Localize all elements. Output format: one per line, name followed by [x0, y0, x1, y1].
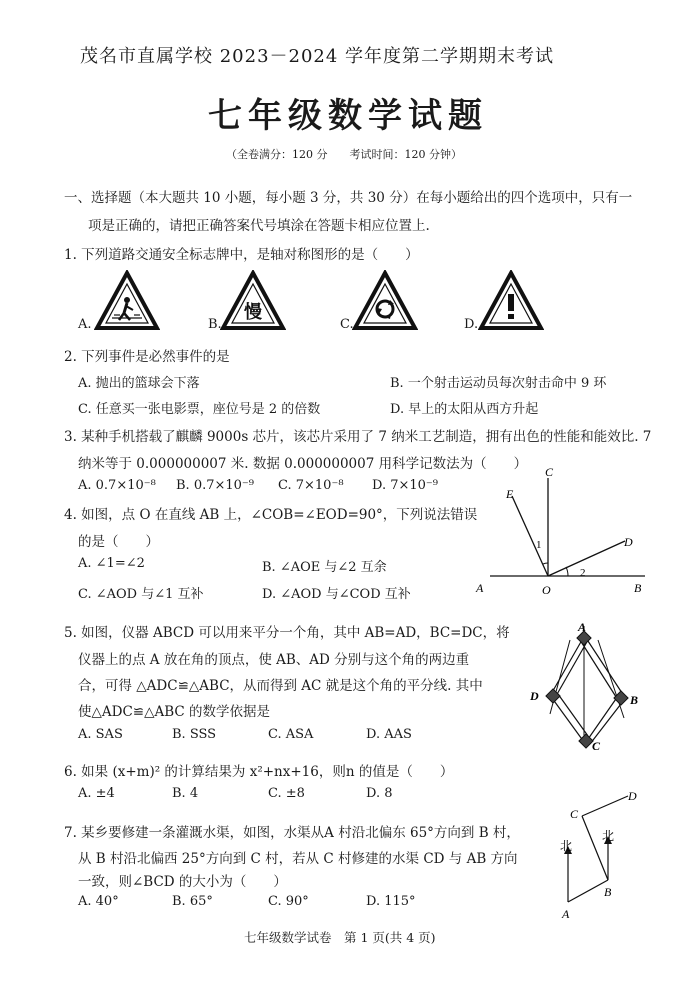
q1-option-c: C. — [340, 317, 354, 332]
q4-label-o: O — [542, 583, 551, 597]
q7-label-north-a: 北 — [560, 839, 573, 853]
q7-line3: 一致，则∠BCD 的大小为（ ） — [78, 874, 287, 890]
q4-line2: 的是（ ） — [78, 534, 159, 550]
q2-option-b: B. 一个射击运动员每次射击命中 9 环 — [390, 376, 607, 391]
q4-option-a: A. ∠1=∠2 — [78, 556, 145, 571]
q7-canal-figure — [548, 780, 648, 922]
q5-option-d: D. AAS — [366, 727, 412, 742]
q4-label-e: E — [506, 487, 514, 501]
q2-option-c: C. 任意买一张电影票，座位号是 2 的倍数 — [78, 402, 321, 417]
q4-option-c: C. ∠AOD 与∠1 互补 — [78, 587, 204, 602]
q1-option-d: D. — [464, 317, 479, 332]
q7-line1: 7. 某乡要修建一条灌溉水渠，如图，水渠从A 村沿北偏东 65°方向到 B 村， — [64, 825, 520, 841]
q7-option-a: A. 40° — [78, 894, 119, 909]
exam-header: 茂名市直属学校 2023－2024 学年度第二学期期末考试 — [80, 46, 555, 67]
q5-label-b: B — [630, 693, 639, 707]
q3-option-a: A. 0.7×10⁻⁸ — [78, 478, 156, 493]
q6-option-b: B. 4 — [172, 786, 199, 801]
q5-line2: 仪器上的点 A 放在角的顶点，使 AB、AD 分别与这个角的两边重 — [78, 652, 470, 668]
page-title: 七年级数学试题 — [208, 96, 488, 136]
q6-option-a: A. ±4 — [78, 786, 115, 801]
q3-option-c: C. 7×10⁻⁸ — [278, 478, 344, 493]
exam-info: （全卷满分：120 分 考试时间：120 分钟） — [226, 148, 462, 161]
q4-label-d: D — [624, 535, 633, 549]
q4-label-angle2: 2 — [580, 567, 586, 579]
q2-stem: 2. 下列事件是必然事件的是 — [64, 349, 230, 365]
q4-option-b: B. ∠AOE 与∠2 互余 — [262, 560, 387, 575]
q1-option-a: A. — [78, 317, 92, 332]
q7-option-d: D. 115° — [366, 894, 416, 909]
q3-line1: 3. 某种手机搭载了麒麟 9000s 芯片，该芯片采用了 7 纳米工艺制造，拥有出色的性能和能效比. 7 — [64, 429, 652, 445]
roundabout-warning-sign-icon — [352, 270, 418, 332]
q5-option-c: C. ASA — [268, 727, 314, 742]
section-instructions-line2: 项是正确的，请把正确答案代号填涂在答题卡相应位置上. — [88, 218, 430, 234]
q5-label-a: A — [578, 620, 587, 634]
q5-instrument-figure — [520, 618, 650, 758]
q5-line1: 5. 如图，仪器 ABCD 可以用来平分一个角，其中 AB=AD，BC=DC，将 — [64, 625, 510, 641]
slow-sign-text: 慢 — [244, 302, 262, 322]
page-footer: 七年级数学试卷 第 1 页(共 4 页) — [244, 930, 436, 945]
q7-label-b: B — [604, 885, 612, 899]
q2-option-a: A. 抛出的篮球会下落 — [78, 376, 200, 391]
q4-option-d: D. ∠AOD 与∠COD 互补 — [262, 587, 411, 602]
q7-label-d: D — [628, 789, 637, 803]
q4-line1: 4. 如图，点 O 在直线 AB 上，∠COB=∠EOD=90°，下列说法错误 — [64, 507, 478, 523]
q4-label-a: A — [476, 581, 484, 595]
pedestrian-warning-sign-icon — [94, 270, 160, 332]
q7-line2: 从 B 村沿北偏西 25°方向到 C 村，若从 C 村修建的水渠 CD 与 AB 方向 — [78, 851, 518, 867]
q5-option-b: B. SSS — [172, 727, 217, 742]
section-instructions-line1: 一、选择题（本大题共 10 小题，每小题 3 分，共 30 分）在每小题给出的四个选项中，只有一 — [64, 190, 633, 206]
q5-line3: 合，可得 △ADC≌△ABC，从而得到 AC 就是这个角的平分线. 其中 — [78, 678, 483, 694]
q1-stem: 1. 下列道路交通安全标志牌中，是轴对称图形的是（ ） — [64, 247, 419, 263]
slow-warning-sign-icon — [220, 270, 286, 332]
q5-label-d: D — [530, 689, 539, 703]
q7-option-b: B. 65° — [172, 894, 213, 909]
q5-option-a: A. SAS — [78, 727, 123, 742]
q4-angle-figure — [470, 466, 660, 600]
q1-option-b: B. — [208, 317, 222, 332]
q6-option-c: C. ±8 — [268, 786, 305, 801]
q4-label-b: B — [634, 581, 642, 595]
q3-option-b: B. 0.7×10⁻⁹ — [176, 478, 254, 493]
q5-line4: 使△ADC≌△ABC 的数学依据是 — [78, 704, 271, 720]
q7-option-c: C. 90° — [268, 894, 309, 909]
q2-option-d: D. 早上的太阳从西方升起 — [390, 402, 539, 417]
q7-label-a: A — [562, 907, 570, 921]
q3-line2: 纳米等于 0.000000007 米. 数据 0.000000007 用科学记数法为（ ） — [78, 456, 528, 472]
q4-label-c: C — [545, 466, 554, 479]
q6-stem: 6. 如果 (x+m)² 的计算结果为 x²+nx+16，则n 的值是（ ） — [64, 764, 454, 780]
q5-label-c: C — [592, 739, 601, 753]
q6-option-d: D. 8 — [366, 786, 393, 801]
q4-label-angle1: 1 — [536, 539, 542, 551]
q7-label-north-b: 北 — [602, 829, 615, 843]
q7-label-c: C — [570, 807, 579, 821]
q3-option-d: D. 7×10⁻⁹ — [372, 478, 439, 493]
general-warning-sign-icon — [478, 270, 544, 332]
